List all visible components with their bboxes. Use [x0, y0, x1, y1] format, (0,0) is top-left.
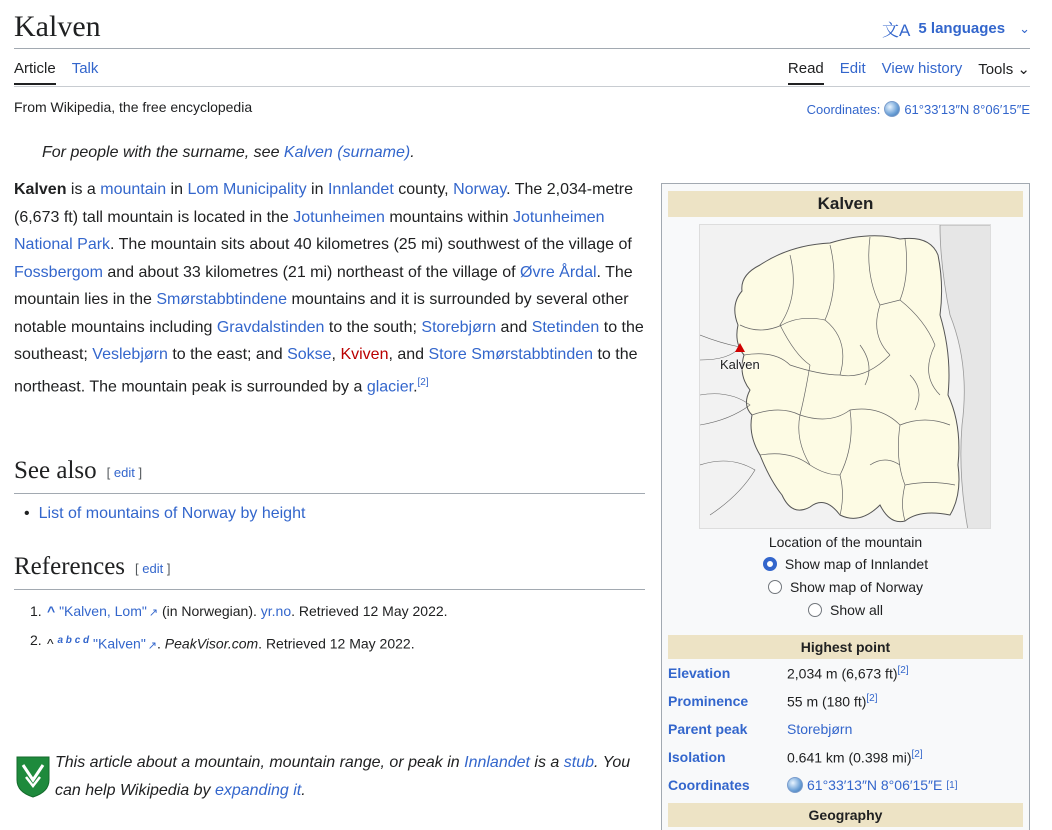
reference-item	[30, 598, 448, 627]
radio-label: Show all	[830, 602, 883, 618]
stub-text: is a	[529, 754, 564, 771]
title-divider	[14, 48, 1030, 49]
infobox-row-isolation	[668, 749, 1023, 766]
lead-text: . The mountain sits about 40 kilometres (25 mi) southwest of the village of	[110, 236, 632, 253]
link-innlandet[interactable]: Innlandet	[327, 181, 394, 198]
tab-edit[interactable]: Edit	[839, 60, 866, 77]
heading-text: See also	[14, 457, 97, 484]
innlandet-coat-of-arms-icon	[16, 756, 50, 798]
link-list-of-mountains[interactable]: List of mountains of Norway by height	[38, 505, 306, 522]
infobox-title: Kalven	[668, 191, 1023, 217]
reference-site-link[interactable]: yr.no	[260, 603, 292, 619]
lead-text: in	[166, 181, 188, 198]
link-stetinden[interactable]: Stetinden	[531, 318, 600, 336]
languages-button[interactable]	[882, 16, 1030, 41]
stub-text: . You can help Wikipedia by	[55, 754, 631, 799]
coordinates-label[interactable]: Coordinates:	[806, 101, 881, 117]
stub-text: .	[301, 782, 306, 799]
infobox-section-geography: Geography	[668, 803, 1023, 827]
link-gravdalstinden[interactable]: Gravdalstinden	[216, 318, 325, 336]
edit-section-link[interactable]: edit	[142, 560, 164, 576]
lead-text: to the south;	[324, 318, 422, 336]
lead-text: in	[306, 181, 328, 198]
reference-link[interactable]: [2]	[866, 693, 878, 704]
heading-text: References	[14, 553, 126, 580]
lead-text: is a	[66, 181, 101, 198]
languages-label: 5 languages	[918, 20, 1006, 37]
heading-see-also: See also [ edit ]	[14, 457, 143, 484]
list-item	[24, 505, 305, 523]
backlink-caret: ^	[47, 635, 54, 652]
radio-label: Show map of Innlandet	[784, 556, 929, 572]
link-ovre-ardal[interactable]: Øvre Årdal	[520, 263, 597, 281]
reference-text: . Retrieved 12 May 2022.	[291, 603, 448, 619]
heading-references: References [ edit ]	[14, 553, 171, 580]
redlink-kviven[interactable]: Kviven	[340, 346, 389, 363]
reference-item	[30, 627, 448, 660]
lead-text: ,	[331, 346, 341, 363]
lead-text: mountains and it is surrounded by several other notable mountains including	[14, 291, 629, 336]
link-smorstabbtindene[interactable]: Smørstabbtindene	[156, 291, 288, 308]
external-link-icon: ↗	[147, 639, 158, 652]
row-value	[787, 749, 1023, 766]
reference-link[interactable]: [2]	[897, 665, 909, 676]
chevron-down-icon: ⌄	[1017, 61, 1030, 78]
hatnote-end: .	[410, 144, 415, 161]
row-value	[787, 665, 1023, 682]
heading-divider	[14, 589, 645, 590]
lead-text: . The 2,034-metre (6,673 ft) tall mountain is located in the	[14, 181, 634, 226]
radio-selected-icon[interactable]	[763, 557, 777, 571]
link-jotunheimen[interactable]: Jotunheimen	[293, 208, 385, 226]
tools-menu[interactable]	[978, 60, 1030, 85]
reference-number: 1.	[30, 603, 42, 619]
lead-text: mountains within	[384, 208, 513, 226]
infobox	[661, 183, 1030, 830]
tab-talk[interactable]: Talk	[71, 60, 99, 77]
radio-unselected-icon[interactable]	[808, 603, 822, 617]
lead-text: to the southeast;	[14, 318, 644, 363]
row-label-link[interactable]: Parent peak	[668, 721, 748, 737]
radio-show-all[interactable]	[662, 602, 1029, 618]
globe-icon[interactable]	[787, 777, 803, 793]
link-jotunheimen-national-park[interactable]: Jotunheimen National Park	[14, 208, 605, 253]
reference-title-link[interactable]: "Kalven, Lom"	[59, 603, 147, 619]
map-marker-label: Kalven	[720, 357, 760, 372]
coordinates-link[interactable]: 61°33′13″N 8°06′15″E	[807, 777, 943, 793]
reference-text: . Retrieved 12 May 2022.	[258, 635, 415, 652]
edit-section-link[interactable]: edit	[113, 464, 135, 480]
see-also-list	[24, 505, 305, 523]
tabs-divider	[14, 86, 1030, 87]
map-caption: Location of the mountain	[768, 534, 923, 550]
page-title: Kalven	[14, 10, 101, 43]
tab-view-history[interactable]: View history	[881, 60, 963, 77]
link-mountain[interactable]: mountain	[100, 181, 167, 198]
lead-text: and about 33 kilometres (21 mi) northeast of the village of	[102, 263, 521, 281]
globe-icon[interactable]	[884, 101, 900, 117]
link-norway[interactable]: Norway	[453, 181, 507, 198]
lead-text: , and	[388, 346, 429, 363]
radio-show-norway[interactable]	[662, 579, 1029, 595]
reference-link[interactable]: [2]	[911, 749, 923, 760]
coordinates-link[interactable]: 61°33′13″N 8°06′15″E	[904, 101, 1030, 117]
heading-divider	[14, 493, 645, 494]
site-tagline: From Wikipedia, the free encyclopedia	[14, 99, 253, 115]
row-label-link[interactable]: Prominence	[668, 693, 749, 709]
row-value	[787, 777, 1023, 793]
link-innlandet-stub[interactable]: Innlandet	[464, 754, 530, 771]
translate-icon: 文A	[882, 21, 911, 40]
reference-title-link[interactable]: "Kalven"	[93, 635, 146, 652]
stub-text: This article about a mountain, mountain range, or peak in	[55, 754, 465, 771]
row-value-text: 0.641 km (0.398 mi)	[787, 749, 912, 766]
link-expanding-it[interactable]: expanding it	[214, 782, 302, 799]
radio-unselected-icon[interactable]	[768, 580, 782, 594]
reference-text: .	[157, 635, 165, 652]
row-value-text: 55 m (180 ft)	[787, 693, 867, 710]
view-tabs	[788, 60, 1030, 85]
namespace-tabs	[14, 60, 98, 85]
infobox-row-coordinates	[668, 777, 1023, 793]
hatnote-link[interactable]: Kalven (surname)	[283, 144, 411, 161]
hatnote-text: For people with the surname, see	[42, 144, 284, 161]
lead-paragraph	[14, 176, 650, 400]
link-glacier[interactable]: glacier	[366, 377, 414, 395]
radio-show-innlandet[interactable]	[662, 556, 1029, 572]
lead-text: .	[413, 377, 418, 395]
coordinates-header	[807, 101, 1030, 117]
infobox-row-prominence	[668, 693, 1023, 710]
lead-text: and	[496, 318, 532, 336]
link-store-smorstabbtinden[interactable]: Store Smørstabbtinden	[428, 346, 594, 363]
infobox-row-elevation	[668, 665, 1023, 682]
tools-label: Tools	[978, 61, 1014, 78]
innlandet-map-svg	[700, 225, 991, 529]
link-sokse[interactable]: Sokse	[287, 346, 332, 363]
stub-notice	[55, 749, 655, 805]
link-storebjorn[interactable]: Storebjørn	[421, 318, 497, 336]
reference-2[interactable]: [2]	[417, 376, 429, 388]
infobox-row-parent-peak	[668, 721, 1023, 737]
backlinks[interactable]: a b c d	[57, 635, 90, 646]
row-label-link[interactable]: Isolation	[668, 749, 726, 765]
row-label-link[interactable]: Elevation	[668, 665, 731, 681]
external-link-icon: ↗	[148, 607, 159, 619]
reference-work: PeakVisor.com	[164, 635, 259, 652]
tab-read[interactable]: Read	[788, 60, 824, 85]
chevron-down-icon: ⌄	[1019, 20, 1030, 36]
link-stub[interactable]: stub	[563, 754, 595, 771]
lead-text: county,	[393, 181, 454, 198]
link-lom-municipality[interactable]: Lom Municipality	[187, 181, 307, 198]
reference-link[interactable]: [1]	[946, 779, 958, 791]
lead-text: to the northeast. The mountain peak is surrounded by a	[14, 346, 638, 395]
radio-label: Show map of Norway	[789, 579, 924, 595]
lead-text: to the east; and	[167, 346, 288, 363]
link-veslebjorn[interactable]: Veslebjørn	[92, 346, 168, 363]
backlink-caret[interactable]: ^	[47, 603, 56, 619]
reference-text: (in Norwegian).	[158, 603, 261, 619]
tab-article[interactable]: Article	[14, 60, 56, 85]
row-label-link[interactable]: Coordinates	[668, 777, 750, 793]
hatnote	[42, 144, 415, 162]
location-map[interactable]	[699, 224, 991, 529]
article-subject: Kalven	[14, 181, 67, 198]
infobox-section-highest-point: Highest point	[668, 635, 1023, 659]
link-fossbergom[interactable]: Fossbergom	[14, 263, 103, 281]
reference-number: 2.	[30, 632, 42, 648]
parent-peak-link[interactable]: Storebjørn	[787, 721, 853, 737]
references-list	[30, 598, 448, 660]
lead-text: . The mountain lies in the	[14, 263, 633, 308]
row-value	[787, 693, 1023, 710]
row-value-text: 2,034 m (6,673 ft)	[787, 665, 898, 682]
